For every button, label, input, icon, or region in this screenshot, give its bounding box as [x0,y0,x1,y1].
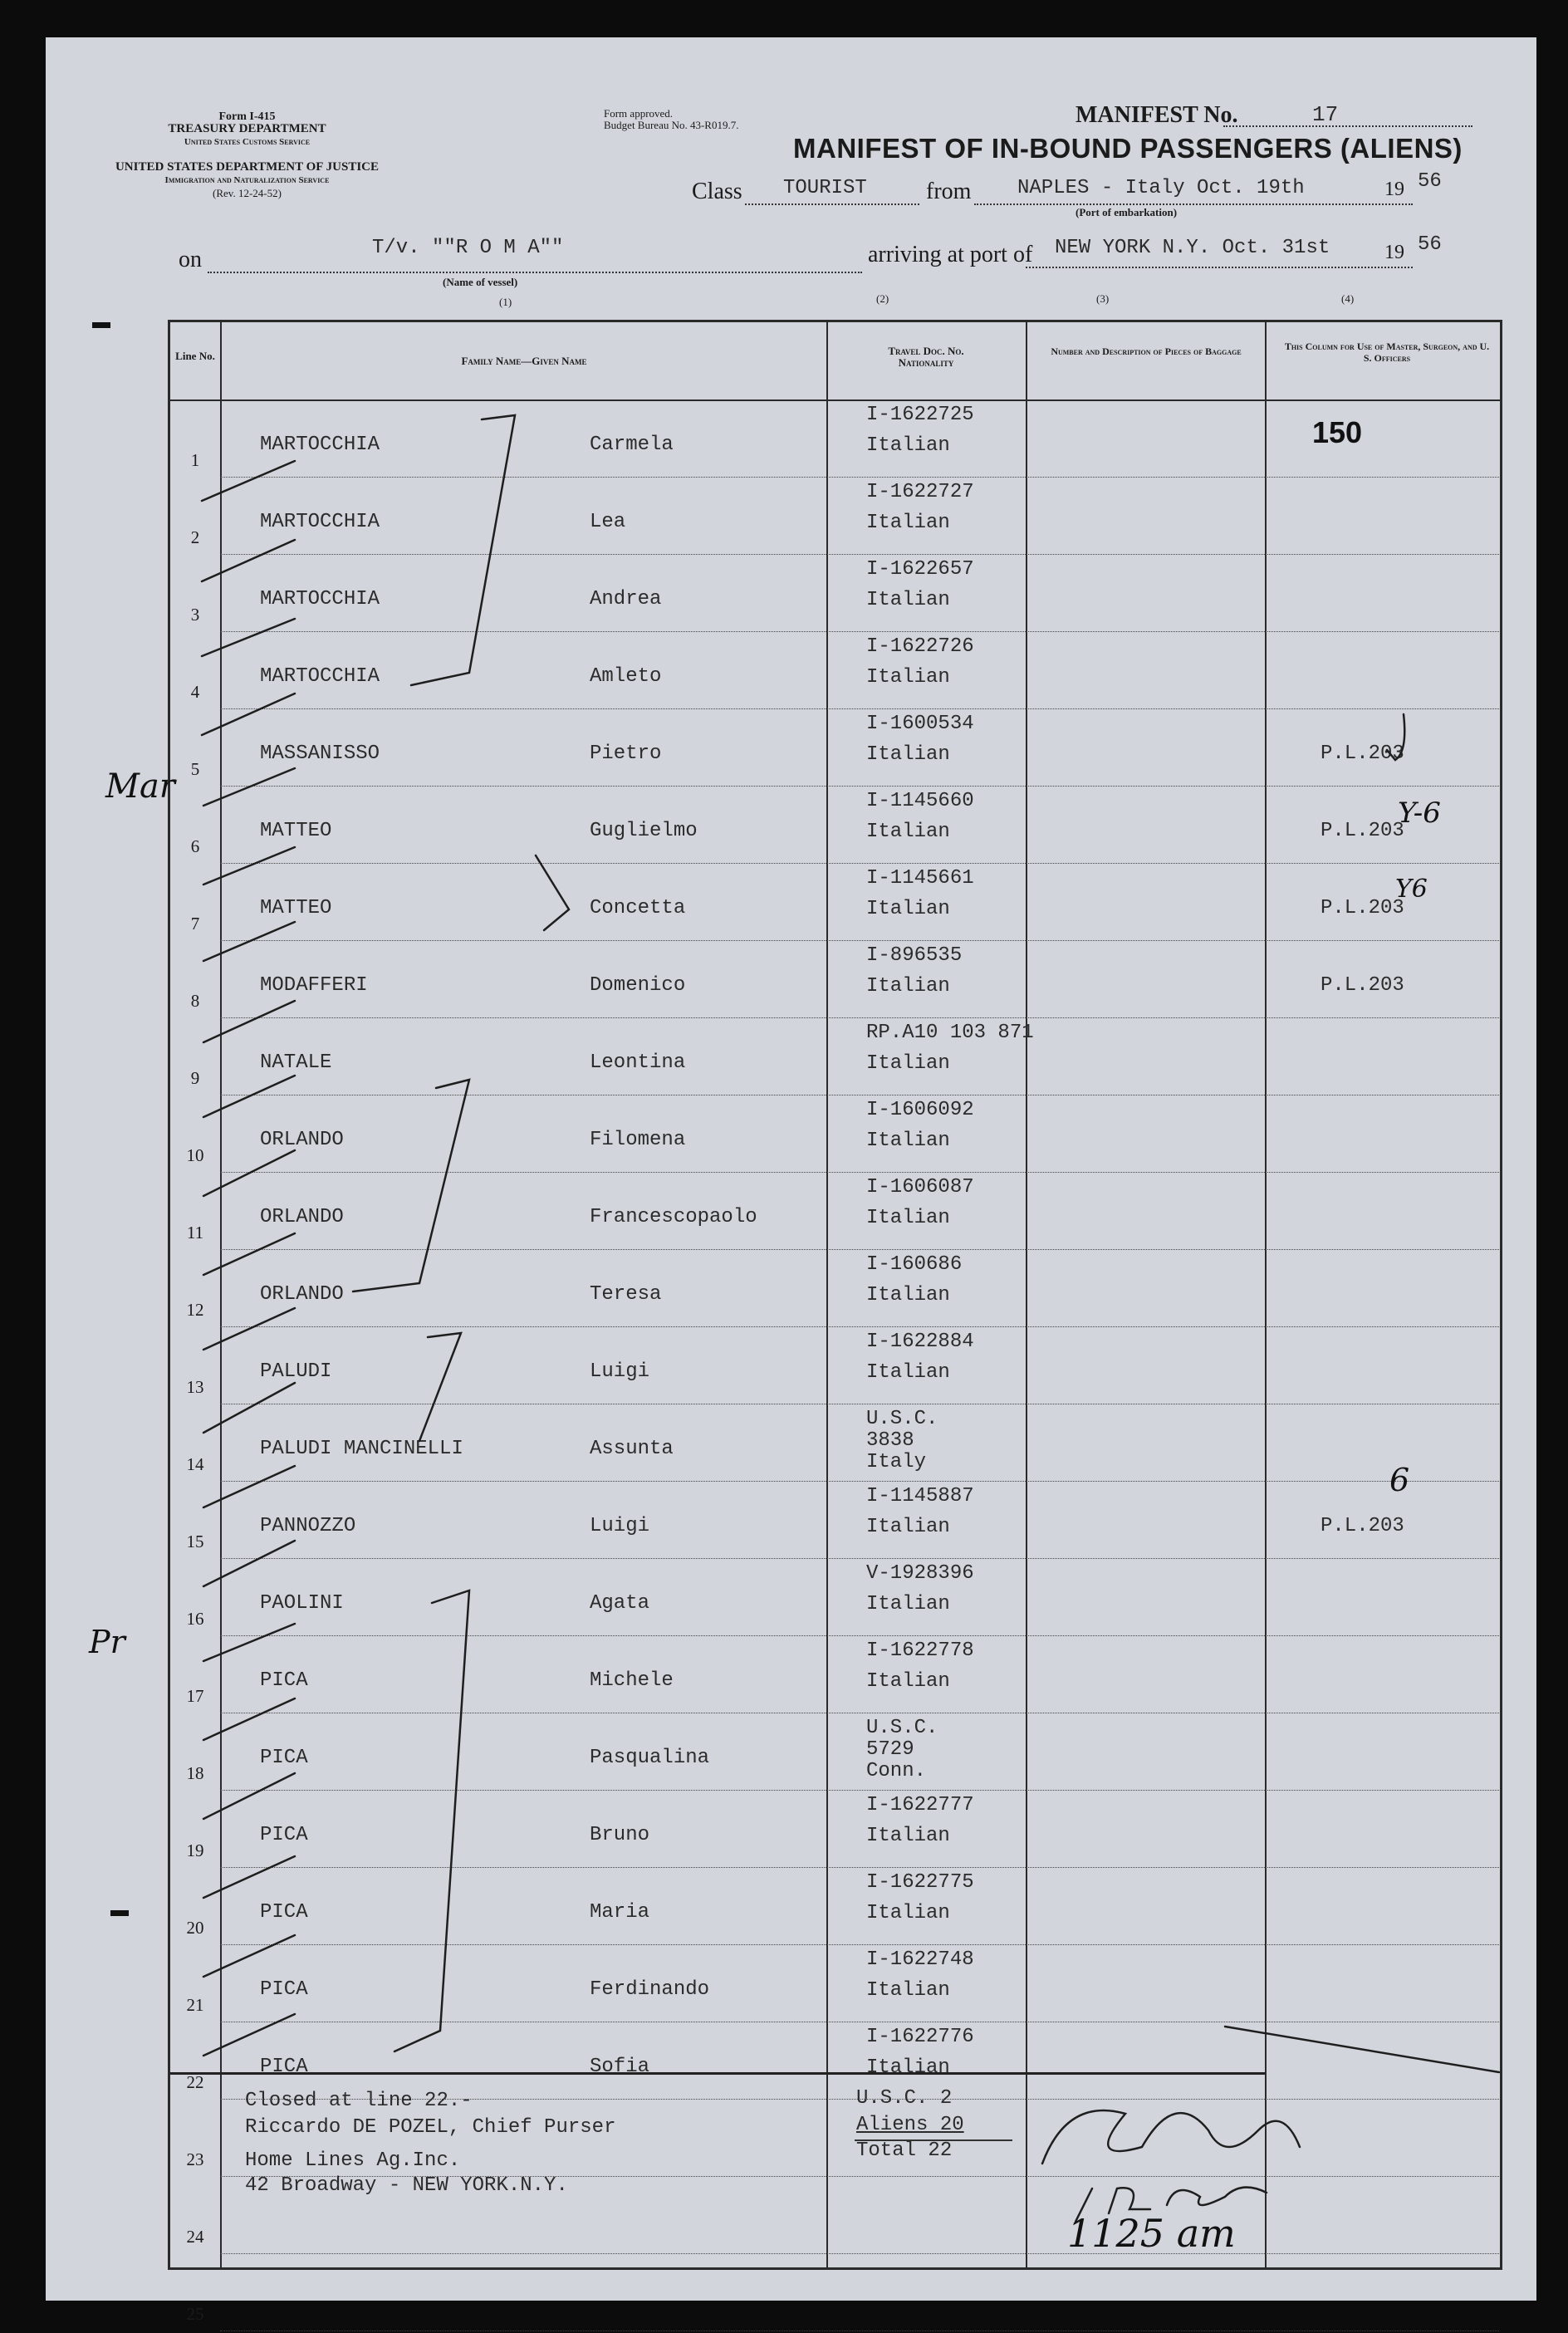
nationality: Italian [866,666,950,689]
travel-doc-number: I-1600534 [866,713,974,735]
line-number: 20 [186,1918,204,1938]
given-name: Leontina [590,1051,686,1074]
family-name: PICA [260,2056,308,2078]
family-name: MARTOCCHIA [260,665,380,688]
travel-doc-number: I-160686 [866,1253,963,1276]
col-index-3: (3) [1096,292,1110,305]
nationality: Italian [866,589,950,611]
nationality: Italian [866,1979,950,2002]
line-number: 3 [190,605,200,625]
line-number: 6 [190,836,200,856]
given-name: Lea [590,511,626,533]
closing-line-3: Home Lines Ag.Inc. [245,2149,461,2172]
line-number: 16 [186,1609,204,1629]
line-number: 24 [186,2227,204,2247]
family-name: PICA [260,1901,308,1924]
given-name: Agata [590,1592,650,1615]
nationality: Italian [866,1284,950,1306]
arriving-label: arriving at port of [868,242,1033,267]
travel-doc-number: I-1622777 [866,1794,974,1816]
travel-doc-number: I-1622884 [866,1331,974,1353]
margin-note-row5: Mar [105,767,175,806]
col-header-line-no: Line No. [175,350,215,362]
total-aliens: Aliens 20 [856,2114,964,2136]
form-approved: Form approved. [604,107,674,120]
travel-doc-number: I-1622725 [866,404,974,426]
officer-note: P.L.203 [1321,974,1404,997]
from-year: 56 [1418,170,1442,193]
nationality: Italian [866,434,950,457]
line-number: 2 [190,527,200,547]
family-name: MARTOCCHIA [260,511,380,533]
family-name: PALUDI MANCINELLI [260,1438,463,1460]
family-name: PICA [260,1669,308,1692]
closing-line-2: Riccardo DE POZEL, Chief Purser [245,2116,616,2139]
travel-doc-number: U.S.C. 5729 Conn. [866,1717,938,1782]
nationality: Italian [866,1670,950,1693]
nationality: Italian [866,1130,950,1152]
given-name: Bruno [590,1824,650,1846]
given-name: Guglielmo [590,820,698,842]
port-embark-caption: (Port of embarkation) [1076,206,1178,218]
family-name: MODAFFERI [260,974,368,997]
line-number: 15 [186,1532,204,1551]
family-name: MATTEO [260,820,332,842]
line-number: 10 [186,1145,204,1165]
nationality: Italian [866,1593,950,1615]
arrive-year-prefix: 19 [1384,242,1404,263]
total-all: Total 22 [856,2139,953,2162]
family-name: PICA [260,1978,308,2001]
given-name: Luigi [590,1515,650,1537]
travel-doc-number: U.S.C. 3838 Italy [866,1408,938,1473]
line-number: 18 [186,1763,204,1783]
handwritten-count: 150 [1312,415,1363,449]
family-name: MARTOCCHIA [260,588,380,610]
given-name: Carmela [590,434,674,456]
nationality: Italian [866,1207,950,1229]
nationality: Italian [866,898,950,920]
customs-service: United States Customs Service [184,137,311,147]
travel-doc-number: I-1622748 [866,1948,974,1971]
col-index-4: (4) [1341,292,1355,305]
class-value: TOURIST [783,177,867,199]
given-name: Maria [590,1901,650,1924]
nationality: Italian [866,821,950,843]
officer-note: P.L.203 [1321,897,1404,919]
vessel-name: T/v. ""R O M A"" [372,237,564,259]
family-name: NATALE [260,1051,332,1074]
handwritten-row15: 6 [1389,1462,1410,1498]
col-index-1: (1) [499,296,512,308]
family-name: ORLANDO [260,1283,344,1306]
col-header-baggage: Number and Description of Pieces of Baggage [1051,346,1242,357]
given-name: Luigi [590,1360,650,1383]
handwritten-row6: Y-6 [1398,796,1441,830]
family-name: MARTOCCHIA [260,434,380,456]
given-name: Amleto [590,665,662,688]
family-name: PAOLINI [260,1592,344,1615]
given-name: Concetta [590,897,686,919]
travel-doc-number: I-1622726 [866,635,974,658]
nationality: Italian [866,1361,950,1384]
closing-line-1: Closed at line 22.- [245,2090,473,2112]
given-name: Francescopaolo [590,1206,757,1228]
line-number: 11 [186,1223,204,1242]
margin-note-row17: Pr [89,1624,125,1660]
justice-dept: UNITED STATES DEPARTMENT OF JUSTICE [115,160,380,174]
form-number: Form I-415 [218,110,276,123]
closing-line-4: 42 Broadway - NEW YORK.N.Y. [245,2174,568,2197]
given-name: Teresa [590,1283,662,1306]
travel-doc-number: I-1606092 [866,1099,974,1121]
line-number: 23 [186,2149,204,2169]
travel-doc-number: I-1622776 [866,2026,974,2048]
nationality: Italian [866,1902,950,1924]
ins-service: Immigration and Naturalization Service [164,175,330,185]
from-label: from [926,179,972,204]
travel-doc-number: I-1622727 [866,481,974,503]
officer-note: P.L.203 [1321,1515,1404,1537]
nationality: Italian [866,743,950,766]
given-name: Ferdinando [590,1978,710,2001]
family-name: MASSANISSO [260,743,380,765]
col-header-name: Family Name—Given Name [461,355,587,367]
travel-doc-number: I-1145660 [866,790,974,812]
travel-doc-number: I-1145887 [866,1485,974,1507]
manifest-sheet [46,37,1536,2324]
given-name: Andrea [590,588,662,610]
family-name: PICA [260,1824,308,1846]
line-number: 13 [186,1377,204,1397]
family-name: PALUDI [260,1360,332,1383]
travel-doc-number: I-1606087 [866,1176,974,1198]
line-number: 22 [186,2072,204,2092]
line-number: 17 [186,1686,204,1706]
travel-doc-number: RP.A10 103 871 [866,1022,1034,1044]
handwritten-row7: Y6 [1395,875,1428,904]
col-header-travel-doc: Travel Doc. No. Nationality [888,345,964,369]
class-label: Class [692,179,742,204]
given-name: Filomena [590,1129,686,1151]
nationality: Italian [866,975,950,997]
family-name: ORLANDO [260,1206,344,1228]
given-name: Pietro [590,743,662,765]
officer-note: P.L.203 [1321,743,1404,765]
travel-doc-number: I-896535 [866,944,963,967]
line-number: 14 [186,1454,204,1474]
line-number: 8 [190,991,200,1011]
line-number: 21 [186,1995,204,2015]
family-name: ORLANDO [260,1129,344,1151]
form-revision: (Rev. 12-24-52) [213,187,282,199]
handwritten-time: 1125 am [1067,2211,1236,2256]
given-name: Sofia [590,2056,650,2078]
col-header-officers: This Column for Use of Master, Surgeon, and U. S. Officers [1284,341,1490,364]
travel-doc-number: I-1622778 [866,1639,974,1662]
manifest-number: 17 [1312,102,1339,127]
total-usc: U.S.C. 2 [856,2087,953,2110]
travel-doc-number: V-1928396 [866,1562,974,1585]
manifest-number-label: MANIFEST No. [1076,102,1238,128]
given-name: Pasqualina [590,1747,710,1769]
line-number: 12 [186,1300,204,1320]
travel-doc-number: I-1622657 [866,558,974,581]
budget-bureau: Budget Bureau No. 43-R019.7. [604,119,739,131]
line-number: 1 [190,450,200,470]
travel-doc-number: I-1622775 [866,1871,974,1894]
given-name: Assunta [590,1438,674,1460]
nationality: Italian [866,1516,950,1538]
family-name: MATTEO [260,897,332,919]
line-number: 19 [186,1840,204,1860]
travel-doc-number: I-1145661 [866,867,974,890]
nationality: Italian [866,1825,950,1847]
handwriting-layer [46,37,1536,2301]
given-name: Domenico [590,974,686,997]
on-label: on [179,247,202,272]
from-year-prefix: 19 [1384,179,1404,200]
family-name: PICA [260,1747,308,1769]
given-name: Michele [590,1669,674,1692]
nationality: Italian [866,1052,950,1075]
arrive-year: 56 [1418,233,1442,256]
line-number: 25 [186,2304,204,2324]
officer-note: P.L.203 [1321,820,1404,842]
family-name: PANNOZZO [260,1515,356,1537]
manifest-title: MANIFEST OF IN-BOUND PASSENGERS (ALIENS) [793,133,1463,164]
embark-port: NAPLES - Italy Oct. 19th [1017,177,1305,199]
col-index-2: (2) [876,292,889,305]
arrival-port: NEW YORK N.Y. Oct. 31st [1055,237,1330,259]
nationality: Italian [866,2056,950,2079]
vessel-caption: (Name of vessel) [443,276,518,288]
line-number: 5 [190,759,200,779]
treasury-dept: TREASURY DEPARTMENT [168,122,326,135]
line-number: 7 [190,914,200,934]
line-number: 4 [190,682,200,702]
line-number: 9 [190,1068,200,1088]
nationality: Italian [866,512,950,534]
